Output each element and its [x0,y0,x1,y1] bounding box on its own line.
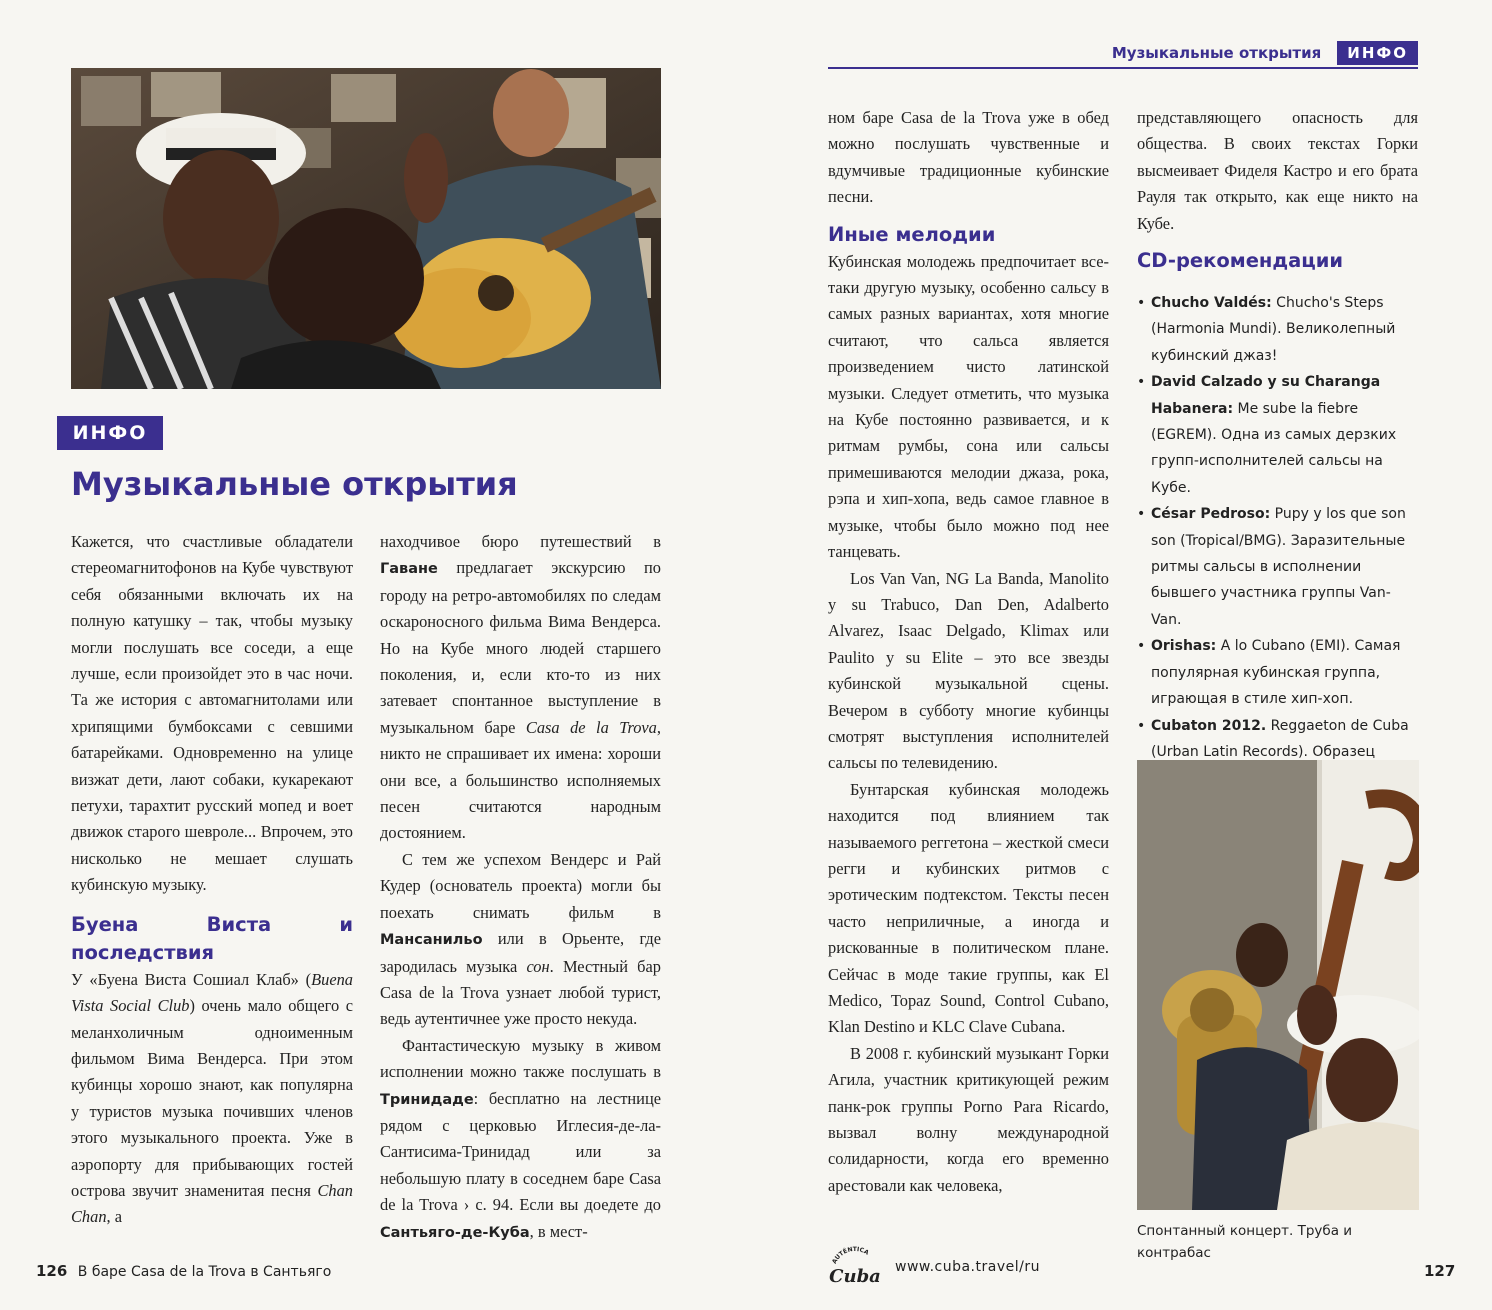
place-name: Мансанильо [380,932,483,949]
body-paragraph: В 2008 г. кубинский музыкант Горки Агила, участник критикующей режим панк-рок группы Porno Para Ricardo, вызвал волну международной солидарности, когда его временно арестовали как человека, [828,1043,1109,1195]
photo-caption: Спонтанный концерт. Труба и контрабас [1137,1223,1353,1261]
page-number: 126 [36,1262,68,1280]
text-run: , а [106,1207,123,1227]
body-paragraph: представляющего опасность для общества. В своих текстах Горки высмеивает Фиделя Кастро и его брата Рауля так открыто, как еще никто на Кубе. [1137,108,1418,233]
italic-run: Casa de la Trova [525,717,657,737]
italic-run: Chan Chan [71,1180,353,1227]
list-item [1137,633,1419,712]
svg-text:AUTÉNTICA [831,1246,870,1265]
cd-artist: Chucho Valdés: [1151,295,1272,311]
body-paragraph [380,1033,661,1246]
text-run: или в Орьенте, где зародилась музыка [380,929,661,976]
list-item [1137,290,1419,369]
subheading: Буена Виста и последствия [71,912,353,964]
running-header [1080,40,1418,66]
page-number: 127 [1424,1262,1456,1280]
place-name: Сантьяго-де-Куба [380,1224,530,1241]
header-title: Музыкальные открытия [1111,44,1322,62]
bar-dancing-photo [71,68,661,389]
text-run: С тем же успехом Вендерс и Рай Кудер (основатель проекта) могли бы поехать снимать фильм в [380,849,661,922]
text-run: Фантастическую музыку в живом исполнении можно также послушать в [380,1035,661,1082]
text-run: находчивое бюро путешествий в [380,532,661,551]
musicians-photo [1137,760,1419,1210]
cd-text: Me sube la fiebre (EGREM). Одна из самых дерзких групп-исполнителей сальсы на Кубе. [1151,400,1397,496]
cd-text: A lo Cubano (EMI). Самая популярная кубинская группа, играющая в стиле хип-хоп. [1151,638,1401,708]
body-paragraph: Бунтарская кубинская молодежь находится под влиянием так называемого реггетона – жесткой смеси регги и кубинских ритмов с эротическим подтекстом. Тексты песен часто неприличные, а иногда и рискованные в политическом плане. Сейчас в моде такие группы, как El Medico, Topaz Sound, Control Cubano, Klan Destino и KLC Clave Cubana. [828,779,1109,1037]
body-paragraph: Кажется, что счастливые обладатели стереомагнитофонов на Кубе чувствуют себя обязанными включать их на полную катушку – так, чтобы музыку могли послушать все соседи, а еще лучше, если произойдет это в час ночи. Та же история с автомагнитолами или хрипящими бумбоксами с севшими батарейками. Одновременно на улице визжат дети, лают собаки, кукарекают петухи, тарахтит русский мопед и воет движок старого шевроле... Впрочем, это нисколько не мешает слушать кубинскую музыку. [71,532,353,895]
subheading: CD-рекомендации [1137,249,1344,273]
left-footer [36,1262,331,1280]
info-tag: ИНФО [57,416,163,450]
cd-recommendations [1137,290,1419,818]
cd-text: Pupy y los que son son (Tropical/BMG). Заразительные ритмы сальсы в исполнении бывшего участника группы Van-Van. [1151,506,1406,628]
subheading: Иные мелодии [828,222,996,246]
right-column-2 [1137,105,1418,275]
body-paragraph: Кубинская молодежь предпочитает все-таки другую музыку, особенно сальсу в самых разных вариантах, хотя многие считают, что сальса является произведением чисто латинской музыки. Следует отметить, что музыка на Кубе постоянно развивается, и к ритмам румбы, сона или сальсы примешиваются мелодии джаза, рока, рэпа и хип-хопа, ведь самое главное в музыке, чтобы было можно под нее танцевать. [828,251,1109,562]
body-paragraph [380,847,661,1033]
italic-run: сон [526,956,550,976]
place-name: Тринидаде [380,1091,474,1108]
cuba-logo [828,1246,882,1296]
text-run: ) очень мало общего с меланхоличным одноименным фильмом Вима Вендерса. При этом кубинцы хорошо знают, как популярна у туристов музыка почивших членов этого музыкального проекта. Уже в аэропорту для прибывающих гостей острова звучит знаменитая песня [71,996,353,1200]
body-paragraph: Los Van Van, NG La Banda, Manolito y su Trabuco, Dan Den, Adalberto Alvarez, Isaac Delgado, Klimax или Paulito y su Elite – это все звезды кубинской музыкальной сцены. Вечером в субботу многие кубинцы смотрят выступления исполнителей сальсы по телевидению. [828,568,1109,773]
text-run: . Местный бар Casa de la Trova узнает любой турист, ведь аутентичнее уже просто некуда. [380,956,661,1029]
left-column-2 [380,529,661,1246]
place-name: Гаване [380,561,438,578]
text-run: , в мест- [529,1221,588,1241]
text-run: У «Буена Виста Сошиал Клаб» ( [71,969,312,989]
body-paragraph: ном баре Casa de la Trova уже в обед можно послушать чувственные и вдумчивые традиционные кубинские песни. [828,108,1109,207]
cd-artist: Orishas: [1151,638,1217,655]
cd-artist: David Calzado y su Charanga Habanera: [1151,374,1381,417]
list-item [1137,369,1419,501]
right-column-1 [828,105,1109,1199]
header-rule [828,67,1418,69]
header-info-tag: ИНФО [1337,41,1418,65]
left-column-1 [71,529,353,1231]
logo-arc-text: AUTÉNTICA [830,1246,870,1266]
text-run: : бесплатно на лестнице рядом с церковью Иглесия-де-ла-Сантисима-Тринидад или за небольшую плату в соседнем баре Casa de la Trova › с. 94. Если вы доедете до [380,1088,661,1215]
footer-caption: В баре Casa de la Trova в Сантьяго [77,1264,332,1280]
text-run: , никто не спрашивает их имена: хороши они все, а большинство исполняемых песен считаются народным достоянием. [380,717,661,843]
page-title: Музыкальные открытия [71,465,518,503]
cd-artist: César Pedroso: [1151,506,1271,523]
cd-artist: Cubaton 2012. [1151,717,1267,734]
cd-text: Reggaeton de Cuba (Urban Latin Records). Образец [1151,717,1409,760]
cd-text: Chucho's Steps (Harmonia Mundi). Великолепный кубинский джаз! [1151,295,1396,364]
body-paragraph [380,529,661,847]
body-paragraph [71,967,353,1231]
list-item [1137,501,1419,633]
text-run: предлагает экскурсию по городу на ретро-автомобилях по следам оскароносного фильма Вима Вендерса. Но на Кубе много людей старшего поколения, и, если кто-то из них затевает спонтанное выступление в музыкальном баре [380,558,661,737]
website: www.cuba.travel/ru [895,1259,1040,1275]
logo-text: Cuba [829,1266,881,1287]
italic-run: Buena Vista Social Club [71,969,353,1016]
